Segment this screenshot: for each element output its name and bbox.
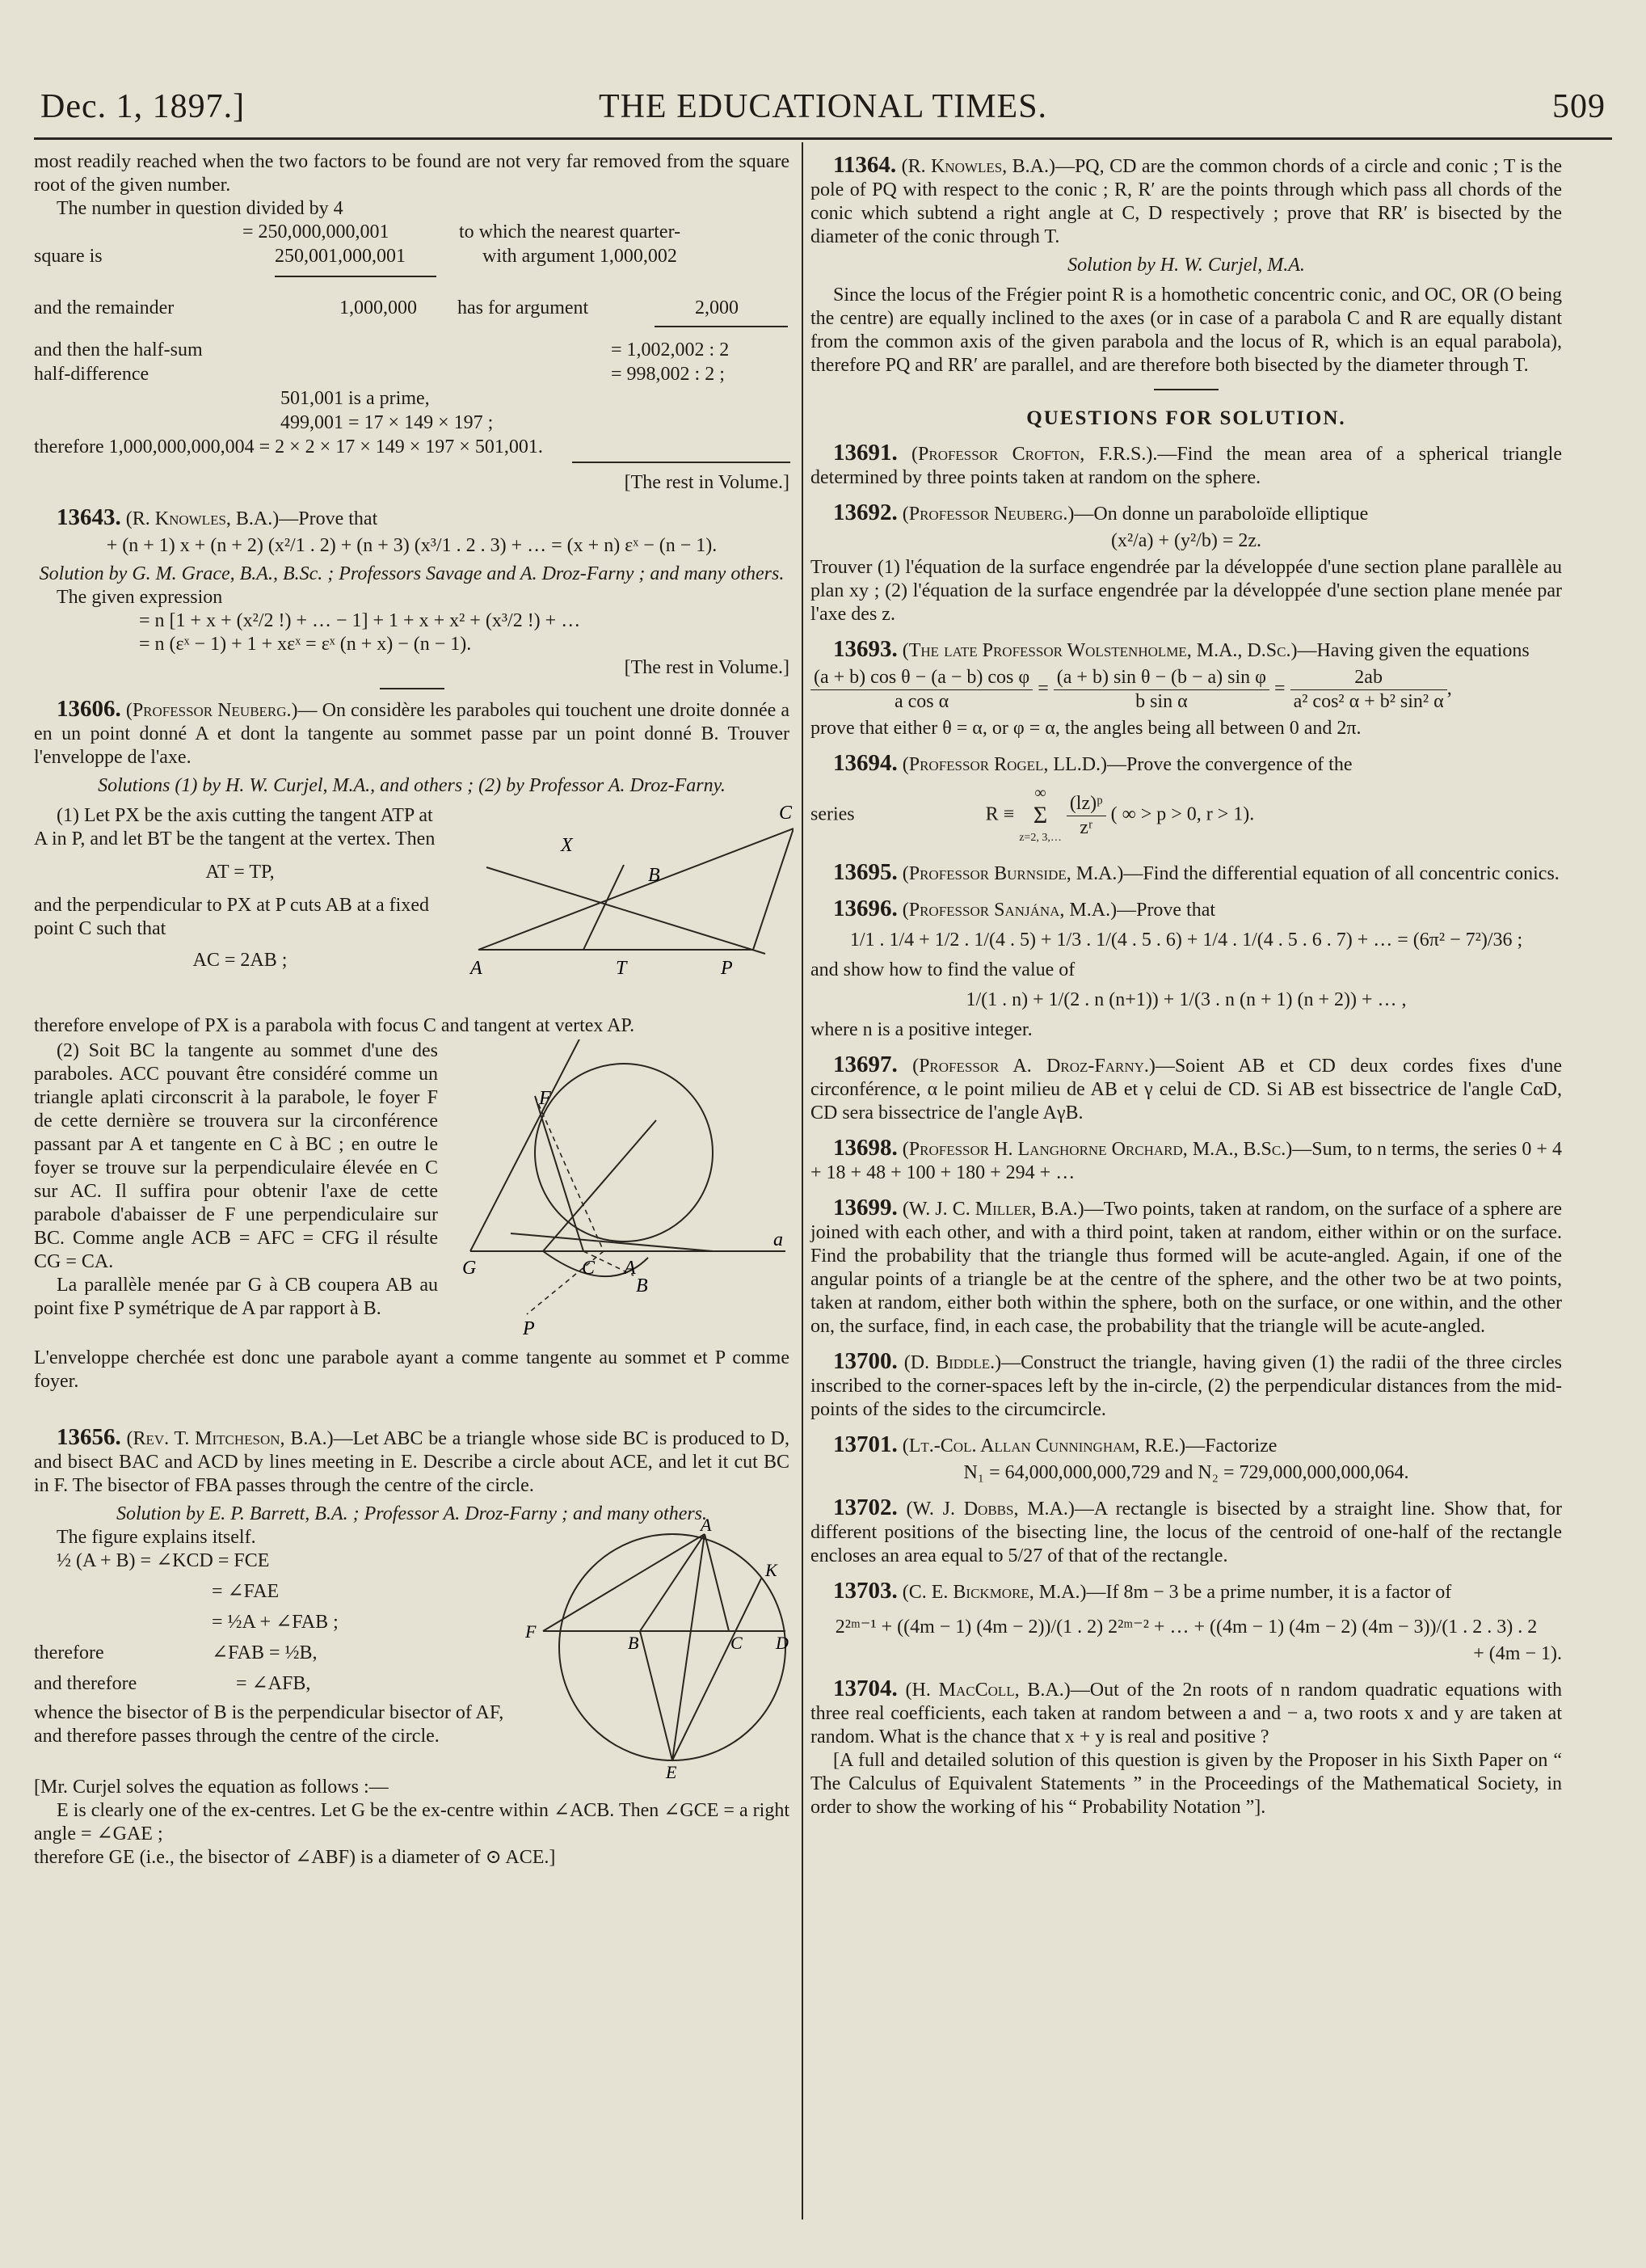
question-author: (Professor Sanjána, M.A.) <box>902 900 1118 921</box>
label-C: C <box>730 1633 743 1653</box>
label-A: A <box>624 1258 636 1279</box>
divided-line: The number in question divided by 4 <box>57 198 343 219</box>
column-divider <box>802 142 803 2220</box>
equation: AT = TP, <box>205 862 275 883</box>
proposer-note: [A full and detailed solution of this question is given by the Proposer in his Sixth Paper on “ The Calculus of Equivalent Statements ” in the Proceedings of the Mathematical Society, in order to show the working of his “ Probability Notation ”]. <box>810 1750 1562 1818</box>
question-paragraph: where n is a positive integer. <box>810 1019 1033 1040</box>
rest-in-volume: [The rest in Volume.] <box>624 472 789 493</box>
question-number: 13692. <box>833 500 898 525</box>
equation: + (n + 1) x + (n + 2) (x²/1 . 2) + (n + 3) (x³/1 . 2 . 3) + … = (x + n) εˣ − (n − 1). <box>106 535 718 556</box>
question-paragraph: Trouver (1) l'équation de la surface engendrée par la développée d'une section plane parallèle au plan xy ; (2) l'équation de la surface engendrée par la développée d'une section plane menée par l'axe des z. <box>810 557 1562 625</box>
proof-line <box>34 1672 511 1697</box>
calc-prime-1: 501,001 is a prime, <box>280 388 430 409</box>
label-a: a <box>773 1229 783 1250</box>
solution-paragraph: whence the bisector of B is the perpendicular bisector of AF, and therefore passes through the centre of the circle. <box>34 1702 504 1747</box>
header-date: Dec. 1, 1897.] <box>40 88 246 125</box>
label-C: C <box>582 1258 596 1279</box>
question-number: 13701. <box>833 1431 898 1457</box>
solution-paragraph: Since the locus of the Frégier point R is a homothetic concentric conic, and OC, OR (O being the centre) are equally inclined to the axes (or in case of a parabola C and R are equally distant from the common axis of the given parabola and the locus of R, which is an equal parabola), therefore PQ and RR′ are parallel, and are therefore both bisected by the diameter through T. <box>810 285 1562 376</box>
line-BE <box>640 1631 672 1760</box>
question-number: 13696. <box>833 896 898 921</box>
question-author: (D. Biddle.) <box>903 1352 1002 1373</box>
question-author: (Professor Neuberg.) <box>902 504 1075 525</box>
question-13697 <box>810 1053 1562 1125</box>
solution-paragraph: therefore GE (i.e., the bisector of ∠ABF) is a diameter of ⊙ ACE.] <box>34 1847 556 1868</box>
section-rule <box>380 688 444 689</box>
label-P: P <box>523 1318 535 1339</box>
line-GF <box>470 1039 583 1251</box>
question-author: (Professor A. Droz-Farny.) <box>912 1056 1156 1077</box>
question-author: (Professor H. Langhorne Orchard, M.A., B.Sc.) <box>902 1139 1293 1160</box>
solution-credit: Solution by E. P. Barrett, B.A. ; Professor A. Droz-Farny ; and many others. <box>116 1503 708 1524</box>
calc-text: has for argument <box>457 297 589 318</box>
calc-rule-3 <box>572 462 790 463</box>
numerator: (a + b) sin θ − (b − a) sin φ <box>1054 666 1269 690</box>
label-A: A <box>470 958 482 979</box>
label-A: A <box>701 1518 712 1535</box>
calc-value: = 998,002 : 2 ; <box>611 364 725 385</box>
question-13702 <box>810 1496 1562 1568</box>
numerator: 2ab <box>1290 666 1447 690</box>
question-13643 <box>34 506 789 531</box>
label-P: P <box>721 958 733 979</box>
label-X: X <box>561 835 573 856</box>
question-number: 13698. <box>833 1135 898 1161</box>
journal-title: THE EDUCATIONAL TIMES. <box>598 88 1048 125</box>
question-13700 <box>810 1350 1562 1422</box>
circle-parabola-diagram <box>462 1039 794 1444</box>
line-FA <box>543 1534 705 1631</box>
solution-credit: Solutions (1) by H. W. Curjel, M.A., and others ; (2) by Professor A. Droz-Farny. <box>98 775 726 796</box>
solution-paragraph: L'enveloppe cherchée est donc une parabole ayant a comme tangente au sommet et P comme foyer. <box>34 1347 789 1392</box>
denominator: a cos α <box>895 691 949 712</box>
question-text: — On considère les paraboles qui touchent une droite donnée a en un point donné A et dont la tangente au sommet passe par un point donné B. Trouver l'enveloppe de l'axe. <box>34 700 790 768</box>
question-13606 <box>34 698 789 769</box>
question-author: (Rev. T. Mitcheson, B.A.) <box>126 1428 334 1449</box>
label-C: C <box>779 804 793 824</box>
proof-line <box>34 1549 511 1574</box>
fraction <box>810 666 1033 714</box>
header-rule <box>34 137 1612 140</box>
question-text: —Prove that <box>279 508 378 529</box>
calc-label: half-difference <box>34 364 149 385</box>
proof-text: ½ (A + B) = ∠KCD = FCE <box>57 1550 270 1571</box>
question-number: 13700. <box>833 1348 898 1374</box>
series-R: R ≡ <box>985 803 1015 825</box>
question-number: 13694. <box>833 750 898 776</box>
equation: AC = 2AB ; <box>192 950 288 971</box>
calc-label: and the remainder <box>34 297 175 318</box>
calc-label: and then the half-sum <box>34 339 203 360</box>
left-column <box>34 150 793 1870</box>
equation: (x²/a) + (y²/b) = 2z. <box>1110 530 1262 551</box>
label-B: B <box>628 1633 639 1653</box>
question-number: 13697. <box>833 1052 898 1077</box>
question-author: (H. MacColl, B.A.) <box>905 1680 1071 1701</box>
question-13699 <box>810 1196 1562 1338</box>
question-number: 13643. <box>57 504 121 530</box>
section-rule <box>1154 389 1219 390</box>
calc-row-6 <box>34 387 789 411</box>
parabola-tangent-diagram <box>462 804 794 1014</box>
line-AC <box>705 1534 729 1631</box>
proof-text: = ∠AFB, <box>236 1673 311 1694</box>
question-text: —Factorize <box>1185 1435 1278 1456</box>
question-text: —On donne un paraboloïde elliptique <box>1074 504 1369 525</box>
question-13692 <box>810 501 1562 526</box>
question-number: 13656. <box>57 1424 121 1450</box>
question-13704 <box>810 1677 1562 1749</box>
question-paragraph: prove that either θ = α, or φ = α, the angles being all between 0 and 2π. <box>810 718 1362 739</box>
label-T: T <box>616 958 627 979</box>
question-13691 <box>810 441 1562 490</box>
proof-text: = ∠FAE <box>212 1581 280 1602</box>
page-number: 509 <box>1552 88 1606 125</box>
question-author: (Lt.-Col. Allan Cunningham, R.E.) <box>902 1435 1186 1456</box>
question-author: (R. Knowles, B.A.) <box>125 508 280 529</box>
question-text: —Prove the convergence of the <box>1107 754 1353 775</box>
question-author: (W. J. C. Miller, B.A.) <box>902 1199 1084 1220</box>
proof-line <box>34 1611 511 1635</box>
question-author: (W. J. Dobbs, M.A.) <box>906 1499 1075 1520</box>
question-number: 13606. <box>57 696 121 722</box>
question-text: —Having given the equations <box>1297 640 1530 661</box>
fraction <box>1290 666 1447 714</box>
proof-text: ∠FAB = ½B, <box>212 1642 318 1663</box>
section-title: QUESTIONS FOR SOLUTION. <box>1026 407 1346 429</box>
label-F: F <box>539 1088 551 1109</box>
solution-paragraph: [Mr. Curjel solves the equation as follows :— <box>34 1777 389 1798</box>
label-B: B <box>636 1275 648 1296</box>
solution-credit: Solution by G. M. Grace, B.A., B.Sc. ; Professors Savage and A. Droz-Farny ; and many others. <box>39 563 785 584</box>
denominator: b sin α <box>1135 691 1188 712</box>
question-13694 <box>810 752 1562 777</box>
page-header <box>40 87 1606 136</box>
label-F: F <box>525 1621 537 1642</box>
calc-row-2 <box>34 245 789 269</box>
excentre-diagram <box>519 1518 794 1785</box>
solution-paragraph: (1) Let PX be the axis cutting the tangent ATP at A in P, and let BT be the tangent at the vertex. Then <box>34 805 436 849</box>
solution-1-block <box>34 804 793 1014</box>
question-number: 13704. <box>833 1676 898 1701</box>
right-column <box>810 150 1562 1819</box>
intro-paragraph: most readily reached when the two factors to be found are not very far removed from the square root of the given number. <box>34 151 789 196</box>
figure-note: The figure explains itself. <box>57 1527 256 1548</box>
question-number: 13699. <box>833 1195 898 1220</box>
denominator: zʳ <box>1080 816 1093 838</box>
calc-value: = 250,000,000,001 <box>242 221 389 242</box>
question-author: (Professor Neuberg.) <box>125 700 298 721</box>
question-13693 <box>810 638 1562 663</box>
solution-2-block <box>34 1039 789 1444</box>
solution-credit: Solution by H. W. Curjel, M.A. <box>1067 255 1305 276</box>
equation: N₁ = 64,000,000,000,729 and N₂ = 729,000,000,000,064. <box>963 1462 1409 1483</box>
calc-row-7 <box>34 411 789 436</box>
question-number: 11364. <box>833 152 897 178</box>
calc-row-5 <box>34 363 789 387</box>
proof-line <box>34 1642 511 1666</box>
equation: = n (εˣ − 1) + 1 + xεˣ = εˣ (n + x) − (n − 1). <box>139 634 472 655</box>
sum-top: ∞ <box>1034 784 1046 802</box>
proof-text: = ½A + ∠FAB ; <box>212 1612 339 1633</box>
question-13695 <box>810 861 1562 886</box>
question-text: —Two points, taken at random, on the surface of a sphere are joined with each other, and with a third point, taken at random, either within or on the surface. Find the probability that the triangle thus formed will be acute-angled. Again, if one of the angular points of a triangle be at the centre of the sphere, and the other two be at two points, taken at random, either both within the sphere, both on the surface, or one within, and the other on, the surface, find, in each case, the probability that the triangle will be acute-angled. <box>810 1199 1562 1337</box>
proof-label: therefore <box>34 1642 104 1663</box>
equation: 1/(1 . n) + 1/(2 . n (n+1)) + 1/(3 . n (n + 1) (n + 2)) + … , <box>966 989 1407 1010</box>
equation: 1/1 . 1/4 + 1/2 . 1/(4 . 5) + 1/3 . 1/(4 . 5 . 6) + 1/4 . 1/(4 . 5 . 6 . 7) + … = (6π² − 7²)/36 ; <box>849 930 1523 951</box>
question-13696 <box>810 897 1562 922</box>
solution-paragraph: therefore envelope of PX is a parabola with focus C and tangent at vertex AP. <box>34 1015 635 1036</box>
calc-rule <box>275 276 436 277</box>
series-equation <box>810 782 1562 849</box>
equation: = n [1 + x + (x²/2 !) + … − 1] + 1 + x + x² + (x³/2 !) + … <box>139 610 581 631</box>
calc-rule-2 <box>655 326 788 327</box>
question-text: —Soient AB et CD deux cordes fixes d'une circonférence, α le point milieu de AB et γ celui de CD. Si AB est bissectrice de l'angle CαD, CD sera bissectrice de l'angle AγB. <box>810 1056 1563 1123</box>
question-paragraph: and show how to find the value of <box>810 959 1076 980</box>
question-author: (Professor Burnside, M.A.) <box>902 863 1124 884</box>
calc-therefore: therefore 1,000,000,000,004 = 2 × 2 × 17 × 149 × 197 × 501,001. <box>34 436 543 457</box>
series-condition: ( ∞ > p > 0, r > 1). <box>1110 803 1255 825</box>
denominator: a² cos² α + b² sin² α <box>1293 691 1444 712</box>
series-label: series <box>810 803 855 825</box>
equation: + (4m − 1). <box>1473 1643 1562 1664</box>
equation: 2²ᵐ⁻¹ + ((4m − 1) (4m − 2))/(1 . 2) 2²ᵐ⁻² + … + ((4m − 1) (4m − 2) (4m − 3))/(1 . 2 . 3) . 2 <box>835 1617 1538 1638</box>
question-text: —Prove that <box>1117 900 1216 921</box>
label-K: K <box>765 1560 777 1580</box>
calc-arg: 2,000 <box>695 297 739 318</box>
line-AC <box>478 828 794 950</box>
question-author: (C. E. Bickmore, M.A.) <box>902 1582 1087 1603</box>
numerator: (lz)ᵖ <box>1067 792 1106 816</box>
solution-paragraph: (2) Soit BC la tangente au sommet d'une des paraboles. ACC pouvant être considéré comme un triangle aplati circonscrit à la parabole, le foyer F de cette dernière se trouvera sur la circonférence passant par A et tangente en C à BC ; en outre le foyer se trouve sur la perpendiculaire élevée en C sur AC. Il suffira pour obtenir l'axe de cette parabole d'abaisser de F une perpendiculaire sur BC. Comme angle ACB = AFC = CFG il résulte CG = CA. <box>34 1040 438 1272</box>
calc-value: 1,000,000 <box>339 297 417 318</box>
question-text: —Out of the 2n roots of n random quadratic equations with three real coefficients, each taken at random between a and − a, two roots x and y are taken at random. What is the chance that x + y is real and positive ? <box>810 1680 1563 1747</box>
question-author: (The late Professor Wolstenholme, M.A., D.Sc.) <box>902 640 1298 661</box>
calc-label: square is <box>34 246 103 267</box>
question-11364 <box>810 154 1562 249</box>
calc-value: 250,001,000,001 <box>275 246 406 267</box>
solution-paragraph: La parallèle menée par G à CB coupera AB au point fixe P symétrique de A par rapport à B. <box>34 1275 438 1319</box>
rest-in-volume: [The rest in Volume.] <box>624 657 789 678</box>
circumcircle <box>559 1534 785 1760</box>
line-chord <box>511 1233 713 1251</box>
question-text: —Let ABC be a triangle whose side BC is produced to D, and bisect BAC and ACD by lines meeting in E. Describe a circle about ACE, and let it cut BC in F. The bisector of FBA passes through the centre of the circle. <box>34 1428 789 1496</box>
calc-prime-2: 499,001 = 17 × 149 × 197 ; <box>280 412 494 433</box>
line-PC <box>753 828 794 950</box>
numerator: (a + b) cos θ − (a − b) cos φ <box>810 666 1033 690</box>
label-D: D <box>776 1633 789 1653</box>
question-text: —Construct the triangle, having given (1) the radii of the three circles inscribed to the corner-spaces left by the in-circle, (2) the perpendicular distances from the mid-points of the sides to the circumcircle. <box>810 1352 1563 1420</box>
sum-sign: ∞ Σ z=2, 3,… <box>1019 782 1062 849</box>
calc-text: to which the nearest quarter- <box>459 221 681 242</box>
line-FC <box>535 1096 583 1251</box>
proof-label: and therefore <box>34 1673 137 1694</box>
sum-bottom: z=2, 3,… <box>1019 832 1062 844</box>
question-text: .—Find the mean area of a spherical triangle determined by three points taken at random on the sphere. <box>810 444 1562 488</box>
question-number: 13695. <box>833 859 898 885</box>
line-BA <box>640 1534 705 1631</box>
question-number: 13702. <box>833 1494 898 1520</box>
question-text: —If 8m − 3 be a prime number, it is a factor of <box>1086 1582 1452 1603</box>
dashed-FA <box>535 1096 604 1251</box>
rest-text: The rest in Volume.] <box>630 472 789 493</box>
proof-line <box>34 1580 511 1604</box>
question-author: (Professor Rogel, LL.D.) <box>902 754 1108 775</box>
question-text: —Find the differential equation of all concentric conics. <box>1123 863 1560 884</box>
solution-paragraph: E is clearly one of the ex-centres. Let G be the ex-centre within ∠ACB. Then ∠GCE = a right angle = ∠GAE ; <box>34 1800 789 1844</box>
line-CB <box>543 1120 656 1251</box>
question-number: 13693. <box>833 636 898 662</box>
calc-value: = 1,002,002 : 2 <box>611 339 730 360</box>
given-expression: The given expression <box>57 587 223 608</box>
question-13698 <box>810 1136 1562 1185</box>
label-E: E <box>666 1762 677 1782</box>
question-13703 <box>810 1579 1562 1604</box>
label-B: B <box>648 865 660 886</box>
question-text: —PQ, CD are the common chords of a circle and conic ; T is the pole of PQ with respect to the conic ; R, R′ are the points through which pass all chords of the conic which subtend a right angle at C, D respectively ; prove that RR′ is bisected by the diameter of the conic through T. <box>810 156 1562 247</box>
fraction <box>1067 792 1106 840</box>
question-text: —A rectangle is bisected by a straight line. Show that, for different positions of the bisecting line, the locus of the centroid of one-half of the rectangle encloses an area equal to 5/27 of that of the rectangle. <box>810 1499 1563 1566</box>
label-G: G <box>462 1258 477 1279</box>
calc-row-1 <box>34 221 789 245</box>
question-number: 13691. <box>833 440 898 466</box>
question-13701 <box>810 1433 1562 1458</box>
calc-text: with argument 1,000,002 <box>482 246 677 267</box>
question-text: —Sum, to n terms, the series 0 + 4 + 18 + 48 + 100 + 180 + 294 + … <box>810 1139 1563 1183</box>
solution-13656-block <box>34 1518 789 1782</box>
calc-row-3 <box>34 297 789 321</box>
solution-paragraph: and the perpendicular to PX at P cuts AB at a fixed point C such that <box>34 895 429 939</box>
equation-fractions: $\frac{\text{(a + b) cos θ − (a − b) cos φ}}{\text{a cos α}}$ = $\frac{\text{(a + b) sin θ − (b − a) sin φ}}{\text{b sin α}}$ = $\frac{2ab}{\text{a² cos² α + b² sin² α}}$ , <box>810 666 1562 714</box>
calc-row-4 <box>34 339 789 363</box>
question-author: (Professor Crofton, F.R.S.) <box>911 444 1153 465</box>
question-number: 13703. <box>833 1578 898 1604</box>
fraction <box>1054 666 1269 714</box>
circle <box>535 1064 713 1241</box>
calc-row-8 <box>34 436 789 460</box>
question-author: (R. Knowles, B.A.) <box>901 156 1055 177</box>
line-XP <box>486 867 765 954</box>
